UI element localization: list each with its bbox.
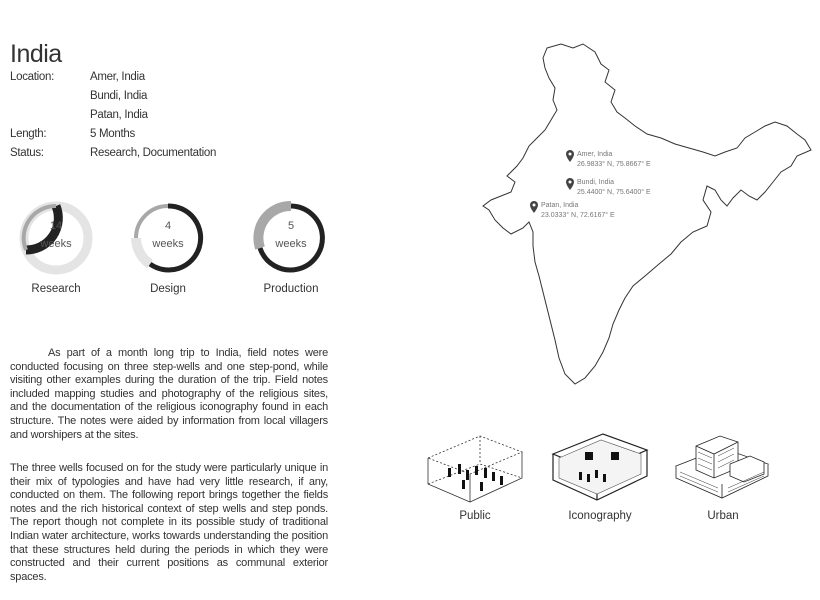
page-title: India — [10, 40, 62, 68]
donut-number: 4 — [164, 220, 172, 232]
public-space-icon — [420, 428, 530, 508]
diagram-iconography — [545, 428, 655, 528]
location-pin-icon — [530, 201, 538, 213]
study-paragraph: The three wells focused on for the study were particularly unique in their mix of typologies and have had very little research, if any, conducted on them. The following report brings together the fields notes and the rich historical context of step wells and step ponds. The report though not complete in its possible study of traditional Indian water architecture, works towards understanding the position that these structures held during the periods in which they were constructed and their current positions as communal exterior spaces. — [10, 462, 328, 583]
diagram-caption: Public — [459, 510, 491, 522]
detail-value: Bundi, India — [90, 90, 148, 102]
pin-coords: 26.9833° N, 75.8667° E — [577, 161, 651, 168]
donut-caption: Design — [150, 283, 186, 295]
diagram-urban — [668, 428, 778, 528]
india-outline — [483, 44, 811, 384]
map-pin-bundi[interactable] — [577, 178, 651, 198]
detail-label: Location: — [10, 71, 54, 83]
detail-value: Research, Documentation — [90, 147, 217, 159]
india-map — [475, 40, 815, 400]
map-pin-patan[interactable] — [541, 201, 615, 221]
urban-icon — [668, 428, 778, 508]
donut-caption: Production — [263, 283, 319, 295]
pin-name: Patan, India — [541, 202, 579, 209]
diagram-public — [420, 428, 530, 528]
map-pin-amer[interactable] — [577, 150, 651, 170]
pin-name: Bundi, India — [577, 179, 614, 186]
diagram-caption: Iconography — [568, 510, 632, 522]
donut-unit: weeks — [275, 238, 307, 250]
detail-value: Patan, India — [90, 109, 148, 121]
donut-unit: weeks — [40, 238, 72, 250]
pin-name: Amer, India — [577, 151, 613, 158]
donut-design — [128, 198, 208, 308]
pin-coords: 23.0333° N, 72.6167° E — [541, 212, 615, 219]
intro-paragraph: As part of a month long trip to India, field notes were conducted focusing on three step-wells and one step-pond, while visiting other examples during the duration of the trip. Field notes included mapping studies and photography of the religious sites, and the documentation of the religious iconography found in each structure. The notes were aided by information from local villagers and worshipers at the sites. — [10, 347, 328, 441]
donut-unit: weeks — [152, 238, 184, 250]
pin-coords: 25.4400° N, 75.6400° E — [577, 189, 651, 196]
location-pin-icon — [566, 150, 574, 162]
donut-production — [251, 198, 331, 308]
iconography-icon — [545, 428, 655, 508]
donut-number: 14 — [49, 220, 63, 232]
diagram-caption: Urban — [707, 510, 739, 522]
donut-number: 5 — [287, 220, 295, 232]
detail-label: Length: — [10, 128, 47, 140]
donut-caption: Research — [31, 283, 81, 295]
detail-value: 5 Months — [90, 128, 135, 140]
detail-label: Status: — [10, 147, 44, 159]
detail-value: Amer, India — [90, 71, 145, 83]
donut-research — [16, 198, 96, 308]
location-pin-icon — [566, 178, 574, 190]
